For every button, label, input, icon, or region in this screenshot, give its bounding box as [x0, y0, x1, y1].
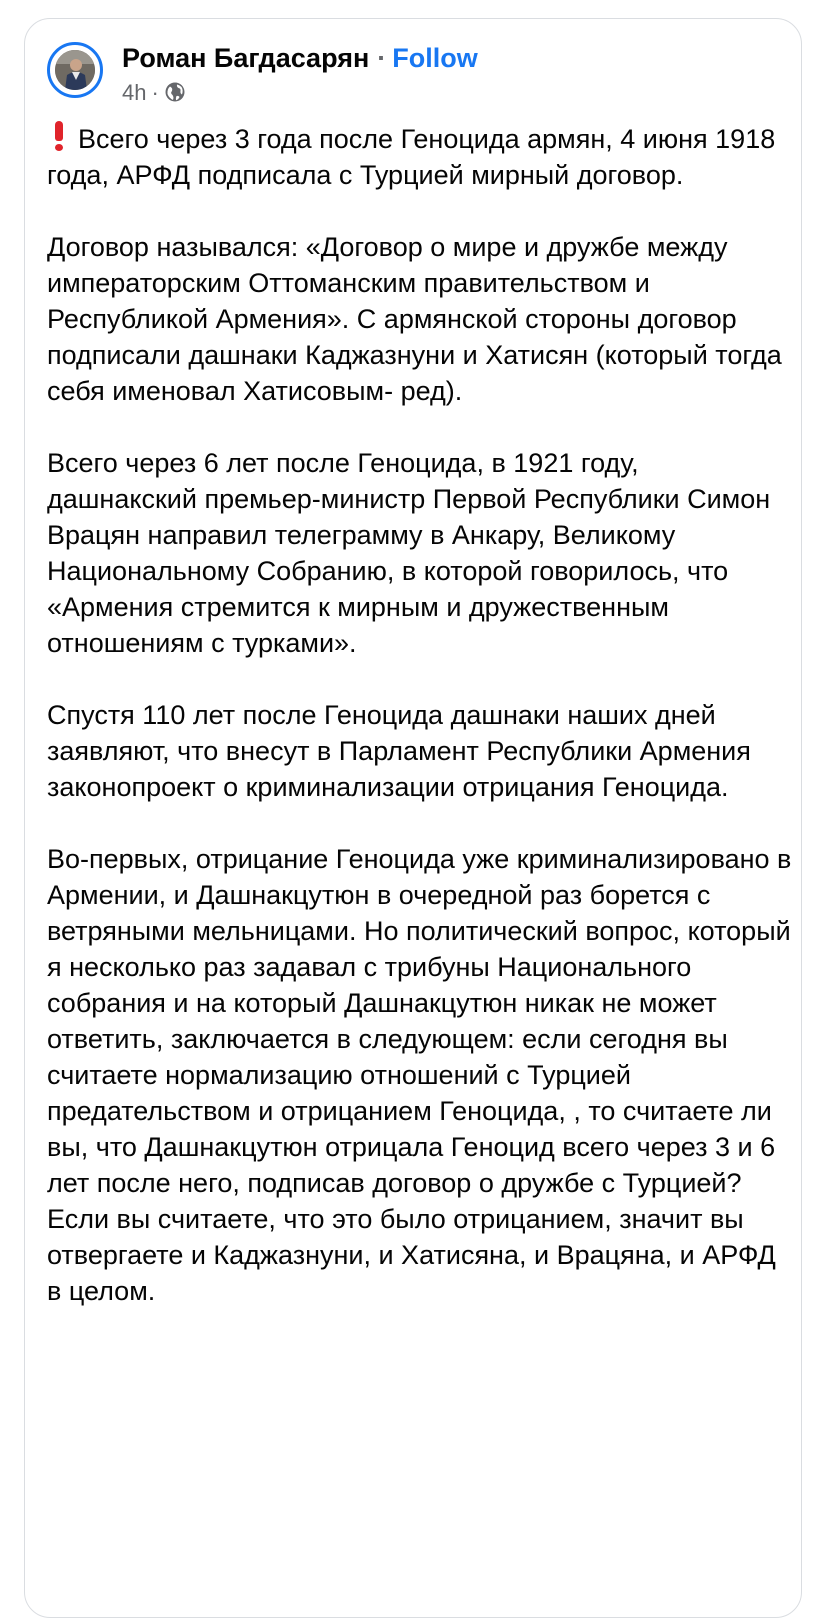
follow-button[interactable]: Follow	[392, 43, 478, 73]
avatar[interactable]	[47, 42, 103, 98]
exclamation-icon	[52, 121, 66, 151]
post-header	[47, 40, 787, 110]
post-paragraph-3: Всего через 6 лет после Геноцида, в 1921 году, дашнакский премьер-министр Первой Республики Симон Врацян направил телеграмму в Анкару, Великому Национальному Собранию, в которой говорилось, что «Армения стремится к мирным и дружественным отношениям с турками».	[47, 448, 771, 658]
name-separator: ·	[377, 43, 387, 73]
author-name[interactable]: Роман Багдасарян	[122, 43, 370, 73]
post-paragraph-2: Договор назывался: «Договор о мире и дружбе между императорским Оттоманским правительством и Республикой Армения». С армянской стороны договор подписали дашнаки Каджазнуни и Хатисян (который тогда себя именовал Хатисовым- ред).	[47, 232, 782, 406]
post-paragraph-1-text: Всего через 3 года после Геноцида армян, 4 июня 1918 года, АРФД подписала с Турцией мирный договор.	[47, 124, 776, 190]
post-paragraph-1	[47, 121, 792, 193]
avatar-photo	[55, 50, 95, 90]
post-timestamp[interactable]: 4h	[122, 80, 147, 105]
post-meta	[122, 79, 186, 107]
post-text	[47, 121, 792, 1345]
post-paragraph-5: Во-первых, отрицание Геноцида уже криминализировано в Армении, и Дашнакцутюн в очередной раз борется с ветряными мельницами. Но политический вопрос, который я несколько раз задавал с трибуны Национального собрания и на который Дашнакцутюн никак не может ответить, заключается в следующем: если сегодня вы считаете нормализацию отношений с Турцией предательством и отрицанием Геноцида, , то считаете ли вы, что Дашнакцутюн отрицала Геноцид всего через 3 и 6 лет после него, подписав договор о дружбе с Турцией? Если вы считаете, что это было отрицанием, значит вы отвергаете и Каджазнуни, и Хатисяна, и Врацяна, и АРФД в целом.	[47, 844, 792, 1306]
author-line	[122, 40, 478, 76]
globe-icon[interactable]	[164, 81, 186, 103]
meta-separator: ·	[151, 80, 159, 105]
post-paragraph-4: Спустя 110 лет после Геноцида дашнаки наших дней заявляют, что внесут в Парламент Республики Армения законопроект о криминализации отрицания Геноцида.	[47, 700, 751, 802]
